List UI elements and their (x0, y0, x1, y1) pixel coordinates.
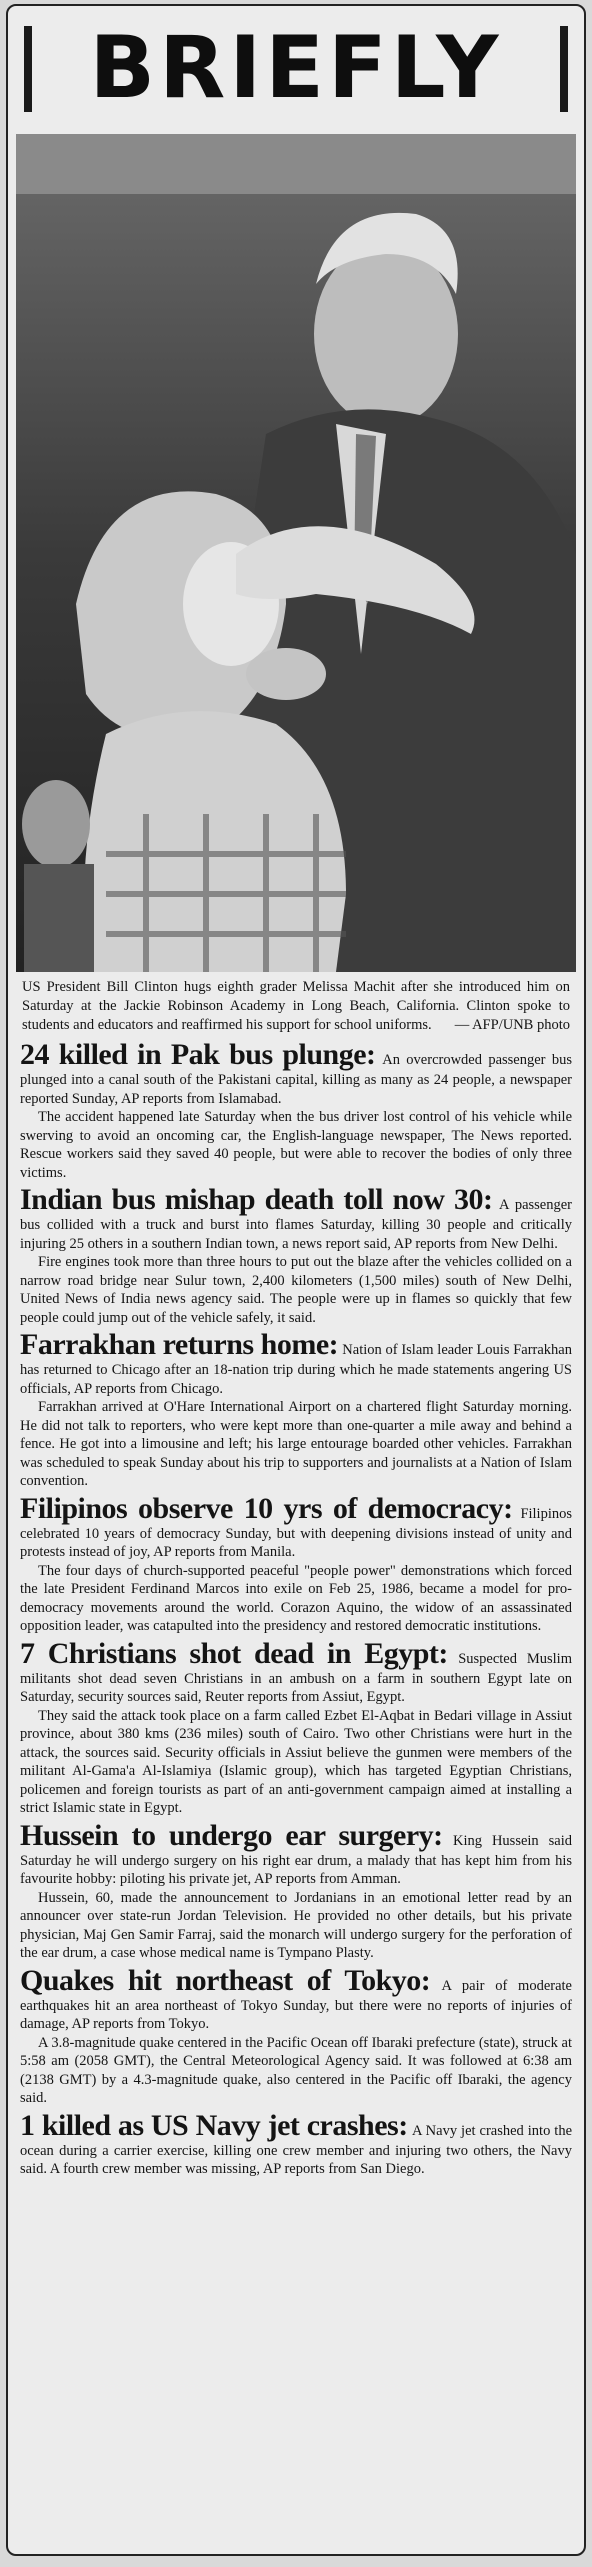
article-paragraph: The four days of church-supported peaceful "people power" demonstrations which forced the late President Ferdinand Marcos into exile on Feb 25, 1986, became a model for pro-democracy movements around the world. Corazon Aquino, the widow of an assassinated opposition leader, was catapulted into the presidency and restored democratic institutions. (20, 1562, 572, 1634)
article (16, 1039, 576, 1182)
article-lead: A Navy jet crashed into the ocean during a carrier exercise, killing one crew member and injuring two others, the Navy said. A fourth crew member was missing, AP reports from San Diego. (20, 2122, 572, 2177)
photo-illustration (16, 134, 576, 972)
article (16, 1820, 576, 1963)
article-headline: 1 killed as US Navy jet crashes: (20, 2108, 408, 2142)
article-headline: Filipinos observe 10 yrs of democracy: (20, 1491, 513, 1525)
article-headline: 24 killed in Pak bus plunge: (20, 1038, 376, 1071)
article-lead-block (20, 1329, 572, 1398)
article-paragraph: Fire engines took more than three hours to put out the blaze after the vehicles collided on a narrow road bridge near Sulur town, 2,400 kilometers (1,500 miles) south of New Delhi, United News of India news agency said. The people were up in flames so quickly that few people could jump out of the vehicle safely, it said. (20, 1254, 572, 1326)
article (16, 1184, 576, 1327)
article (16, 1493, 576, 1636)
article-lead: Nation of Islam leader Louis Farrakhan has returned to Chicago after an 18-nation trip during which he made statements angering US officials, AP reports from Chicago. (20, 1342, 572, 1397)
article-lead: King Hussein said Saturday he will undergo surgery on his right ear drum, a malady that has kept him from his favourite hobby: piloting his private jet, AP reports from Amman. (20, 1832, 572, 1887)
article-headline: Hussein to undergo ear surgery: (20, 1818, 443, 1852)
article (16, 2110, 576, 2179)
article-lead: A passenger bus collided with a truck and burst into flames Saturday, killing 30 people and critically injuring 25 others in a southern Indian town, a news report said, AP reports from New Delhi. (20, 1197, 572, 1252)
article-lead: A pair of moderate earthquakes hit an area northeast of Tokyo Sunday, but there were no reports of injuries of damage, AP reports from Tokyo. (20, 1977, 572, 2032)
article-lead-block (20, 1493, 572, 1562)
article-lead-block (20, 1965, 572, 2034)
article-headline: Indian bus mishap death toll now 30: (20, 1183, 493, 1216)
article (16, 1329, 576, 1491)
article (16, 1965, 576, 2108)
masthead-title: BRIEFLY (89, 18, 503, 118)
masthead (16, 12, 576, 124)
article (16, 1638, 576, 1818)
article-lead: Filipinos celebrated 10 years of democracy Sunday, but with deepening divisions instead of unity and protests instead of joy, AP reports from Manila. (20, 1505, 573, 1560)
article-headline: Farrakhan returns home: (20, 1328, 339, 1361)
article-paragraph: They said the attack took place on a farm called Ezbet El-Aqbat in Bedari village in Assiut province, about 380 kms (236 miles) south of Cairo. Two other Christians were hurt in the attack, the sources said. Security officials in Assiut believe the gunmen were members of the militant Al-Gama'a Al-Islamiya (Islamic group), which has targeted Egyptian Christians, policemen and foreign tourists as part of an anti-government campaign aimed at installing a strict Islamic state in Egypt. (20, 1707, 572, 1816)
article-lead-block (20, 1184, 572, 1253)
news-photo (16, 134, 576, 972)
article-headline: 7 Christians shot dead in Egypt: (20, 1636, 448, 1670)
masthead-bar-left (24, 26, 32, 112)
article-paragraph: A 3.8-magnitude quake centered in the Pacific Ocean off Ibaraki prefecture (state), struck at 5:58 am (2058 GMT), the Central Meteorological Agency said. It was followed at 6:38 am (2138 GMT) by a 4.3-magnitude quake, also centered in the Pacific off Ibaraki, the agency said. (20, 2034, 572, 2106)
masthead-bar-right (560, 26, 568, 112)
article-lead-block (20, 2110, 572, 2179)
photo-caption (16, 978, 576, 1035)
article-lead: An overcrowded passenger bus plunged into a canal south of the Pakistani capital, killing as many as 24 people, a newspaper reported Sunday, AP reports from Islamabad. (20, 1052, 572, 1107)
article-lead-block (20, 1039, 572, 1108)
article-lead: Suspected Muslim militants shot dead seven Christians in an ambush on a farm in southern Egypt late on Saturday, security sources said, Reuter reports from Assiut, Egypt. (20, 1650, 572, 1705)
article-lead-block (20, 1820, 572, 1889)
briefly-column (6, 4, 586, 2556)
article-paragraph: The accident happened late Saturday when the bus driver lost control of his vehicle while swerving to avoid an oncoming car, the English-language newspaper, The News reported. Rescue workers said they saved 40 people, but were able to recover the bodies of only three victims. (20, 1109, 572, 1181)
article-paragraph: Farrakhan arrived at O'Hare International Airport on a chartered flight Saturday morning. He did not talk to reporters, who were kept more than one-quarter a mile away and behind a fence. He got into a limousine and left; his large entourage boarded other vehicles. Farrakhan was scheduled to speak Sunday about his trip to supporters and journalists at a Nation of Islam convention. (20, 1399, 572, 1489)
article-headline: Quakes hit northeast of Tokyo: (20, 1963, 431, 1997)
article-paragraph: Hussein, 60, made the announcement to Jordanians in an emotional letter read by an announcer over state-run Jordan Television. He provided no other details, but his private physician, Maj Gen Samir Farraj, said the monarch will undergo surgery for the perforation of the ear drum, a case whose medical name is Tympano Plasty. (20, 1889, 572, 1961)
articles-list (16, 1039, 576, 2179)
photo-credit: — AFP/UNB photo (454, 1017, 570, 1033)
caption-text: US President Bill Clinton hugs eighth grader Melissa Machit after she introduced him on Saturday at the Jackie Robinson Academy in Long Beach, California. Clinton spoke to students and educators and reaffirmed his support for school uniforms. (22, 979, 570, 1033)
article-lead-block (20, 1638, 572, 1707)
